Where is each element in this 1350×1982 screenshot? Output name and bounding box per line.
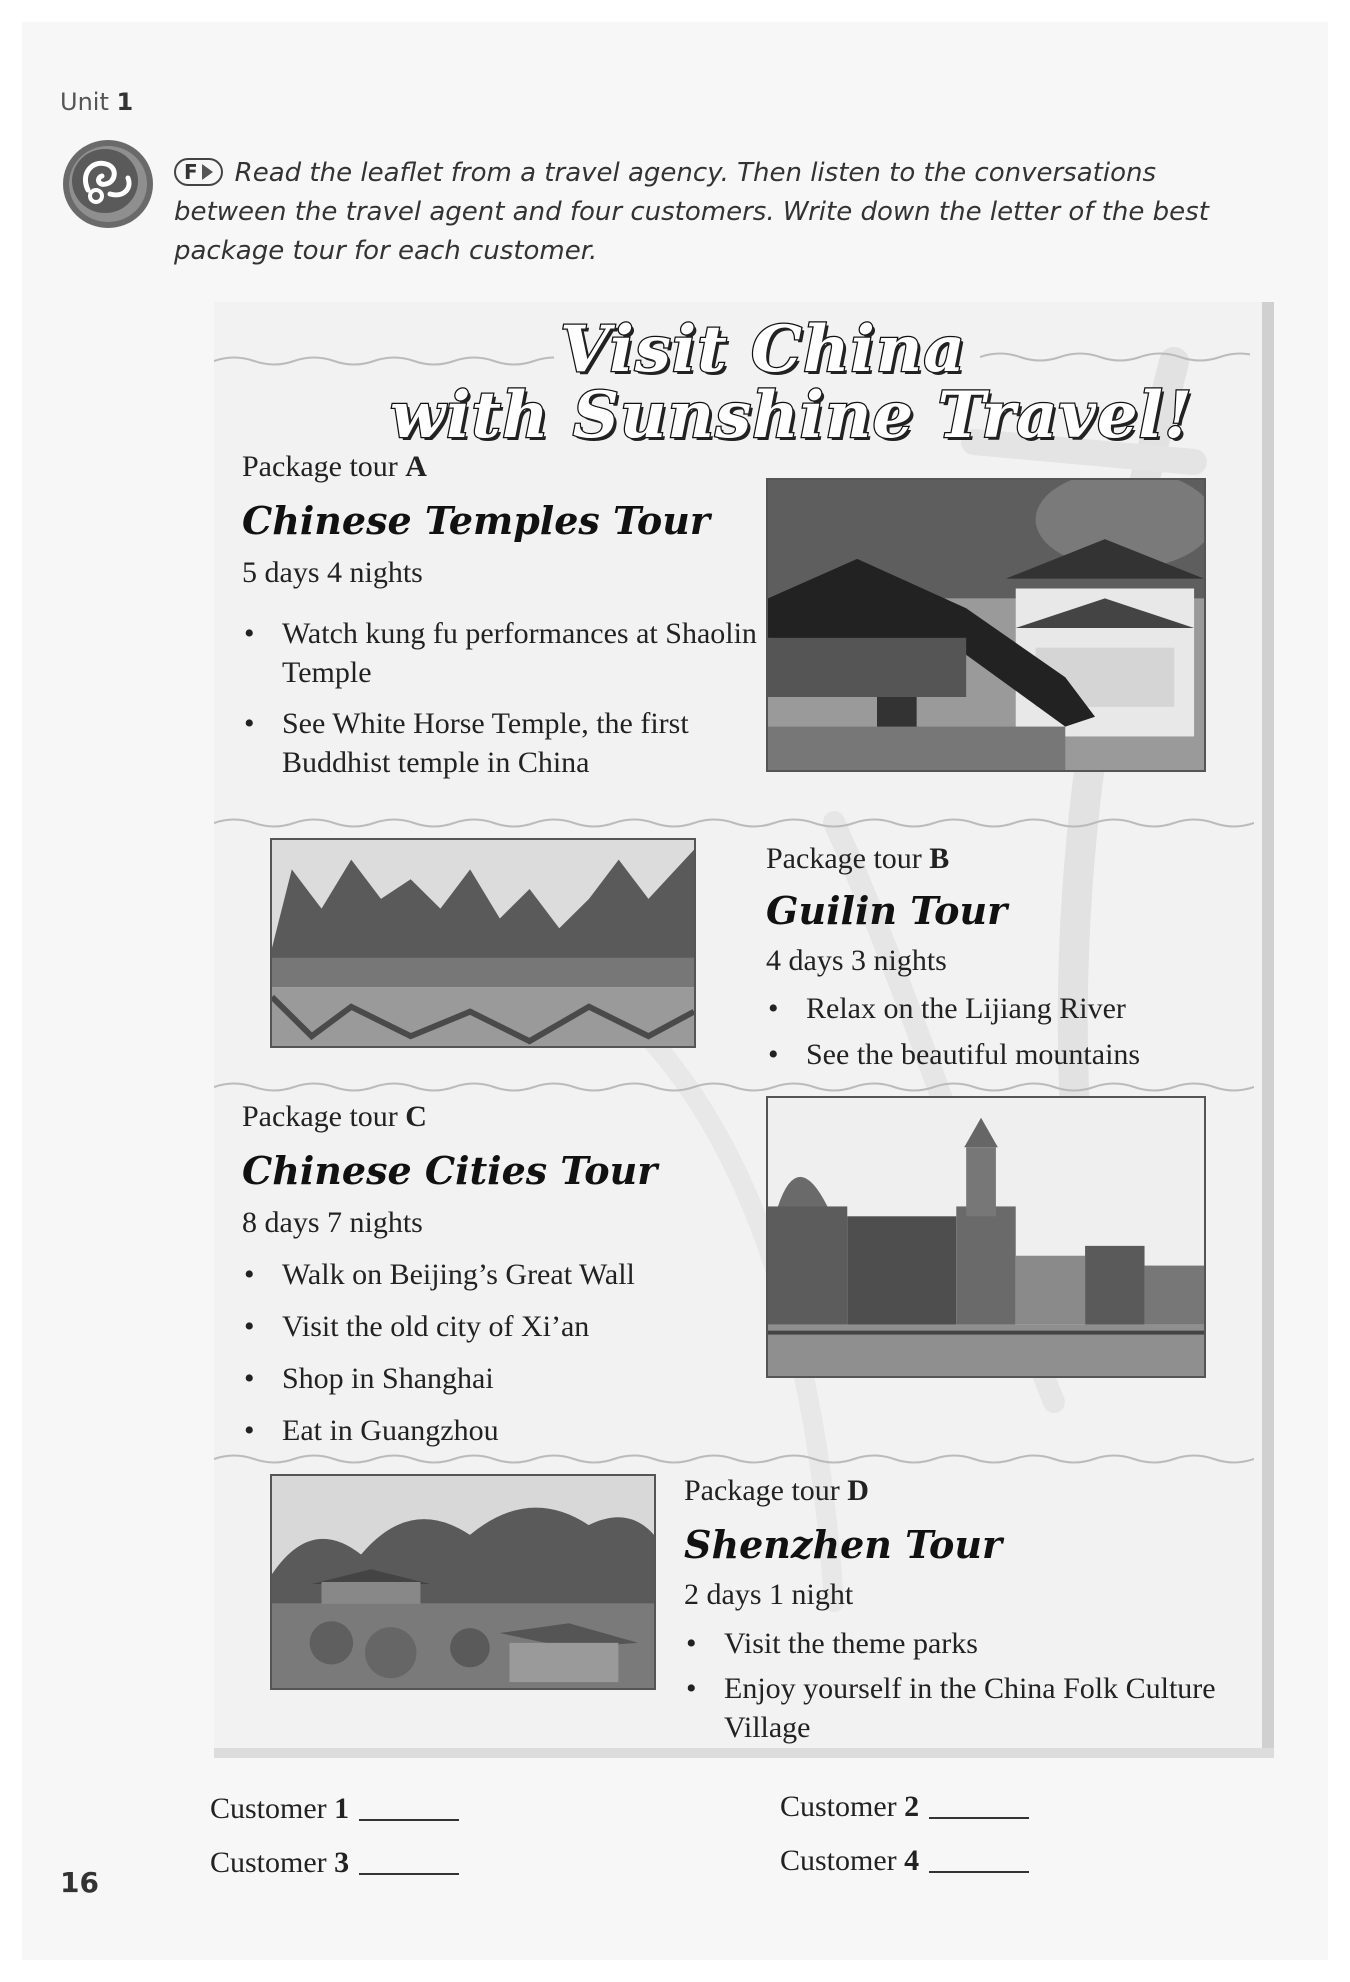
shanghai-photo xyxy=(766,1096,1206,1378)
package-prefix: Package tour xyxy=(242,1100,398,1133)
tour-highlights-c xyxy=(242,1256,742,1450)
package-label-c xyxy=(242,1100,427,1134)
divider-wave xyxy=(214,816,1254,830)
customer-2-answer xyxy=(780,1790,1029,1824)
page-number: 16 xyxy=(60,1866,99,1899)
folk-village-photo xyxy=(270,1474,656,1690)
tour-name-d: Shenzhen Tour xyxy=(684,1522,1003,1567)
tour-duration-d: 2 days 1 night xyxy=(684,1578,854,1611)
customer-number: 1 xyxy=(334,1792,350,1825)
customer-4-answer xyxy=(780,1844,1029,1878)
tour-duration-b: 4 days 3 nights xyxy=(766,944,947,977)
exercise-instructions xyxy=(174,154,1264,271)
tour-name-b: Guilin Tour xyxy=(766,888,1008,933)
answer-blank[interactable] xyxy=(359,1819,459,1821)
list-item: • Visit the theme parks xyxy=(684,1624,1224,1663)
package-label-b xyxy=(766,842,949,876)
list-item: • Eat in Guangzhou xyxy=(242,1412,742,1450)
list-item: • Shop in Shanghai xyxy=(242,1360,742,1398)
package-label-a xyxy=(242,450,427,484)
answer-blank[interactable] xyxy=(929,1817,1029,1819)
temple-photo xyxy=(766,478,1206,772)
listening-icon xyxy=(58,134,158,232)
package-letter: B xyxy=(929,842,950,875)
tour-highlights-a xyxy=(242,614,762,782)
list-item: • Relax on the Lijiang River xyxy=(766,990,1236,1028)
package-prefix: Package tour xyxy=(766,842,922,875)
divider-wave xyxy=(214,1080,1254,1094)
package-prefix: Package tour xyxy=(684,1474,840,1507)
exercise-letter: F xyxy=(184,160,198,184)
list-item: • See the beautiful mountains xyxy=(766,1036,1236,1074)
divider-wave xyxy=(214,1452,1254,1466)
tour-duration-c: 8 days 7 nights xyxy=(242,1206,423,1239)
package-letter: A xyxy=(405,450,427,483)
divider-wave xyxy=(980,350,1250,364)
package-label-d xyxy=(684,1474,869,1508)
leaflet-title-line1: Visit China xyxy=(560,312,966,387)
customer-3-answer xyxy=(210,1846,459,1880)
list-item: • Visit the old city of Xi’an xyxy=(242,1308,742,1346)
list-item: • Walk on Beijing’s Great Wall xyxy=(242,1256,742,1294)
customer-number: 2 xyxy=(904,1790,920,1823)
answer-blank[interactable] xyxy=(929,1871,1029,1873)
customer-label: Customer xyxy=(780,1844,897,1877)
list-item: • Watch kung fu performances at Shaolin Temple xyxy=(242,614,762,692)
customer-1-answer xyxy=(210,1792,459,1826)
tour-name-a: Chinese Temples Tour xyxy=(242,498,710,543)
customer-number: 4 xyxy=(904,1844,920,1877)
tour-duration-a: 5 days 4 nights xyxy=(242,556,423,589)
leaflet-title-line2: with Sunshine Travel! xyxy=(390,378,1193,453)
exercise-audio-tag[interactable] xyxy=(174,158,223,186)
package-letter: C xyxy=(405,1100,427,1133)
tour-highlights-d xyxy=(684,1624,1224,1747)
guilin-photo xyxy=(270,838,696,1048)
unit-number: 1 xyxy=(116,88,134,116)
customer-label: Customer xyxy=(780,1790,897,1823)
unit-prefix: Unit xyxy=(60,88,109,116)
instruction-text: Read the leaflet from a travel agency. Then listen to the conversations between the travel agent and four customers. Write down the letter of the best package tour for each customer. xyxy=(174,158,1209,266)
unit-heading xyxy=(60,88,133,116)
tour-name-c: Chinese Cities Tour xyxy=(242,1148,658,1193)
list-item: • Enjoy yourself in the China Folk Culture Village xyxy=(684,1669,1224,1747)
list-item: • See White Horse Temple, the first Buddhist temple in China xyxy=(242,704,762,782)
customer-number: 3 xyxy=(334,1846,350,1879)
package-prefix: Package tour xyxy=(242,450,398,483)
divider-wave xyxy=(214,354,554,368)
play-icon xyxy=(202,164,213,180)
answer-blank[interactable] xyxy=(359,1873,459,1875)
customer-label: Customer xyxy=(210,1792,327,1825)
package-letter: D xyxy=(847,1474,869,1507)
customer-label: Customer xyxy=(210,1846,327,1879)
tour-highlights-b xyxy=(766,990,1236,1074)
